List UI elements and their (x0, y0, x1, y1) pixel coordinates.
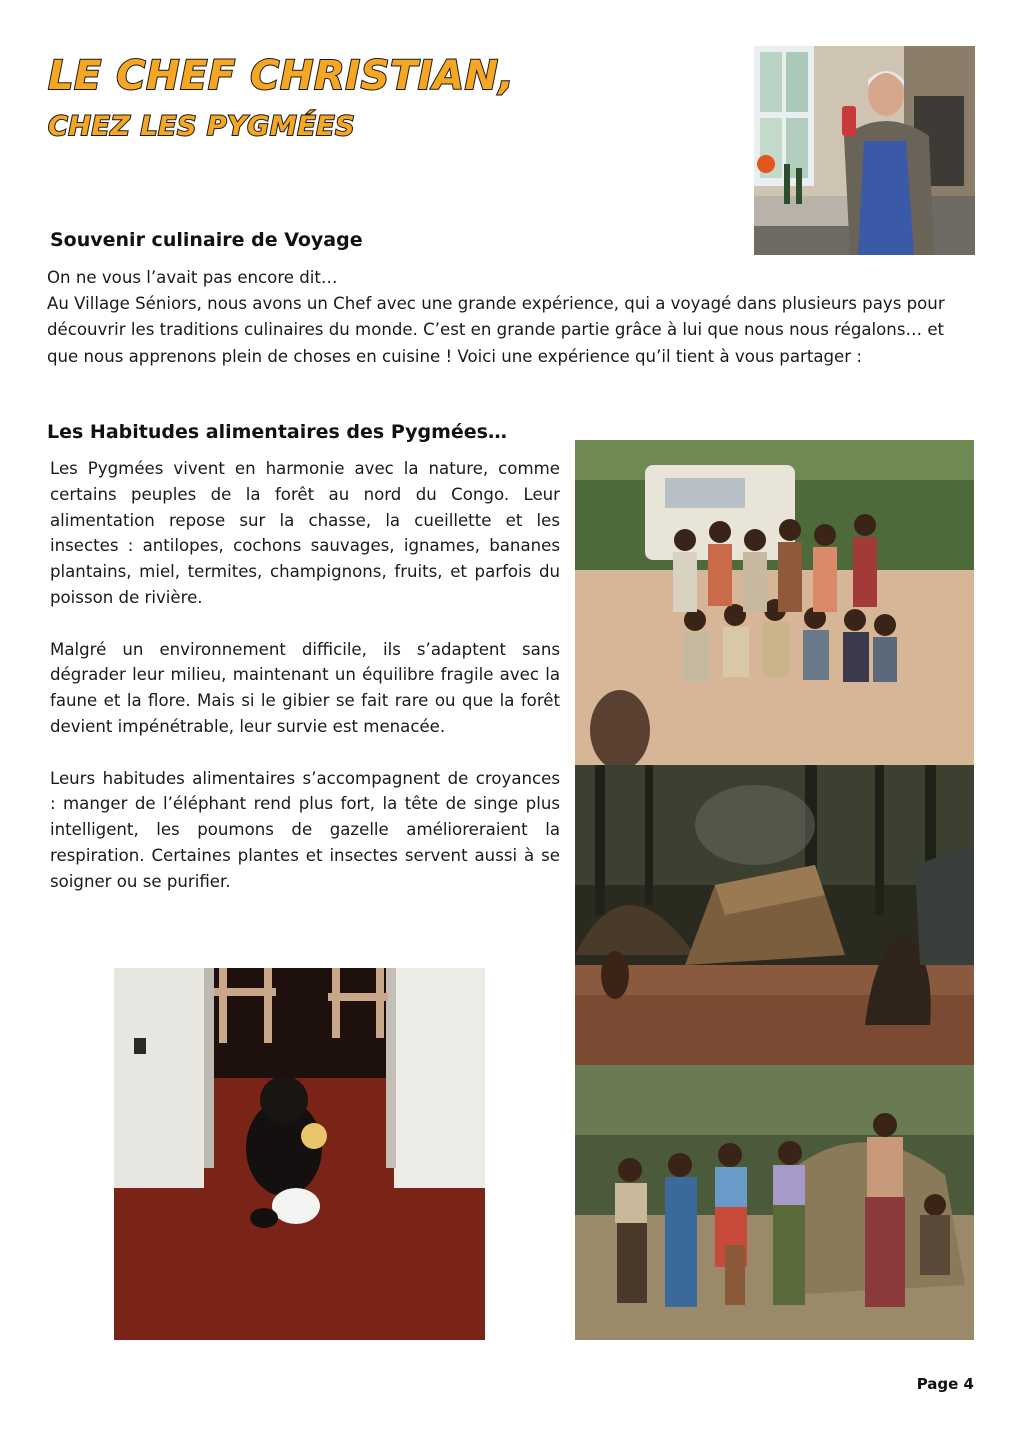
section-heading-souvenir: Souvenir culinaire de Voyage (50, 229, 363, 251)
intro-text (47, 265, 977, 370)
women-group-photo (575, 1065, 974, 1340)
section-heading-habitudes: Les Habitudes alimentaires des Pygmées… (47, 421, 507, 443)
article-paragraph: Les Pygmées vivent en harmonie avec la nature, comme certains peuples de la forêt au nord du Congo. Leur alimentation repose sur la chasse, la cueillette et les insectes : antilopes, cochons sauvages, ignames, bananes plantains, miel, termites, champignons, fruits, et parfois du poisson de rivière. (50, 459, 560, 607)
article-paragraph: Leurs habitudes alimentaires s’accompagnent de croyances : manger de l’éléphant rend plus fort, la tête de singe plus intelligent, les poumons de gazelle amélioreraient la respiration. Certaines plantes et insectes servent aussi à se soigner ou se purifier. (50, 768, 560, 891)
page-subtitle: CHEZ LES PYGMÉES (48, 111, 356, 142)
article-body (50, 456, 560, 920)
chef-photo (754, 46, 975, 255)
chimpanzee-photo (114, 968, 485, 1340)
intro-paragraph: Au Village Séniors, nous avons un Chef avec une grande expérience, qui a voyagé dans plusieurs pays pour découvrir les traditions culinaires du monde. C’est en grande partie grâce à lui que nous nous régalons… et que nous apprenons plein de choses en cuisine ! Voici une expérience qu’il tient à vous partager : (47, 294, 945, 366)
forest-huts-photo (575, 765, 974, 1065)
page-title: LE CHEF CHRISTIAN, (48, 53, 515, 99)
page-number: Page 4 (916, 1375, 974, 1393)
intro-line: On ne vous l’avait pas encore dit… (47, 268, 338, 287)
article-paragraph: Malgré un environnement difficile, ils s’adaptent sans dégrader leur milieu, maintenant un équilibre fragile avec la faune et la flore. Mais si le gibier se fait rare ou que la forêt devient impénétrable, leur survie est menacée. (50, 639, 560, 736)
children-group-photo (575, 440, 974, 765)
